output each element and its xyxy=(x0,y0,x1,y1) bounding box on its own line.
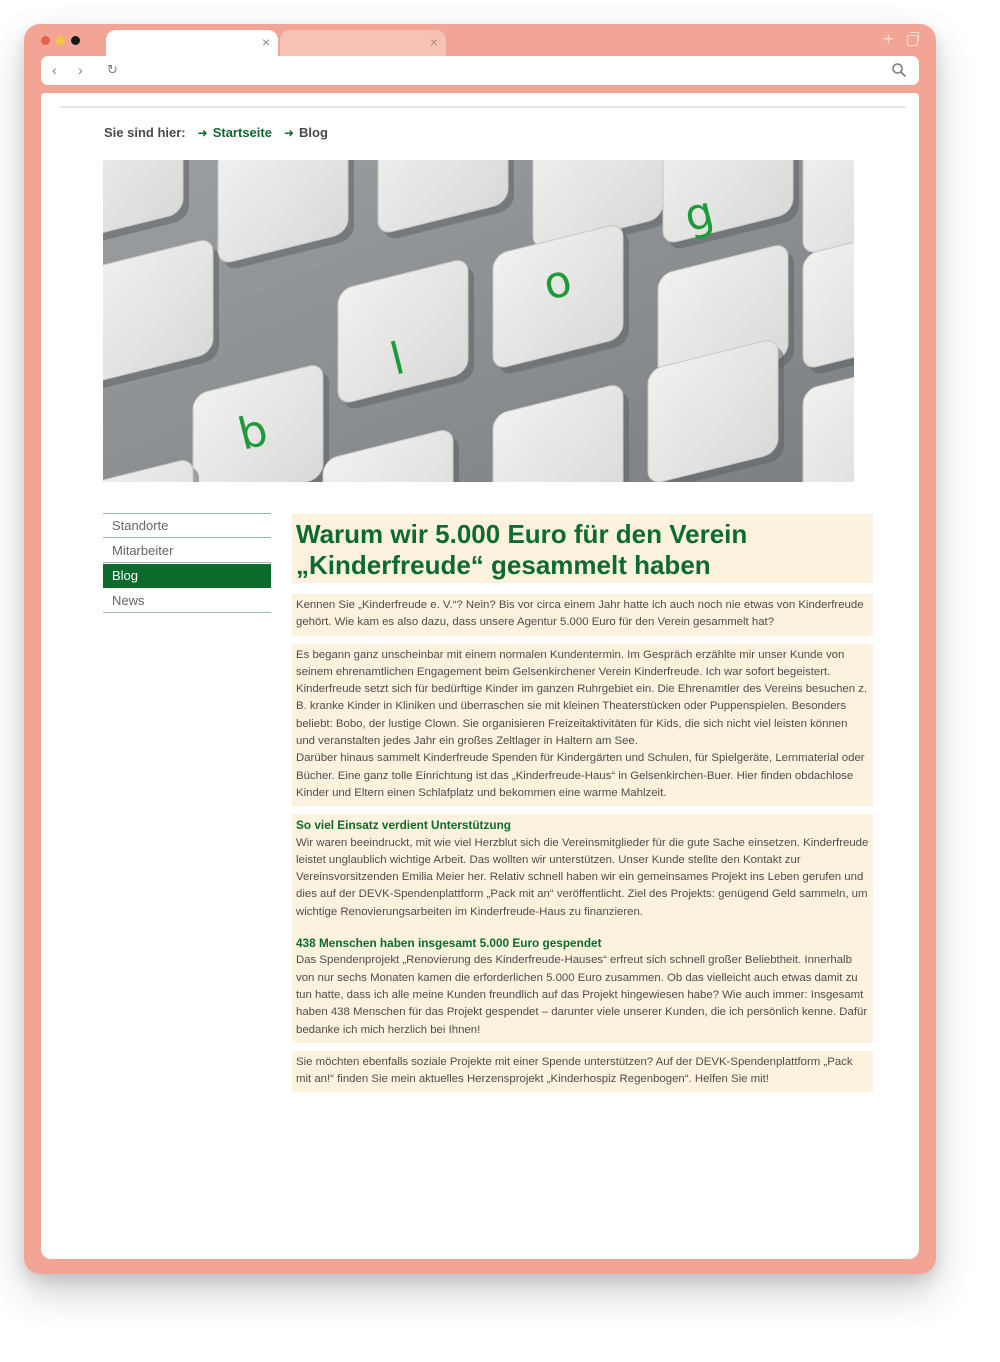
chevron-left-icon[interactable]: ‹ xyxy=(52,62,57,78)
story-paragraph-2: Darüber hinaus sammelt Kinderfreude Spenden für Kindergärten und Schulen, für Spielgeräte, Lernmaterial oder Bücher. Eine ganz tolle Einrichtung ist das „Kinderfreude-Haus“ in Gelsenkirchen-Buer. Hier finden obdachlose Kinder und Eltern einen Schlafplatz und bekommen eine warme Mahlzeit. xyxy=(296,752,865,799)
donations-paragraph: Das Spendenprojekt „Renovierung des Kinderfreude-Hauses“ erfreut sich schnell großer Beliebtheit. Innerhalb von nur sechs Monaten kamen die erforderlichen 5.000 Euro zusammen. Ob das vielleicht auch etwas damit zu tun hatte, dass ich alle meine Kunden freundlich auf das Projekt hingewiesen habe? Wie auch immer: Insgesamt haben 438 Menschen für das Projekt gespendet – darunter viele unserer Kunden, die ich persönlich kenne. Dafür bedanke ich mich herzlich bei Ihnen! xyxy=(296,954,868,1036)
hero-letter-b: b xyxy=(233,404,273,461)
sidebar-item-blog[interactable]: Blog xyxy=(103,564,271,588)
article-title-line-1: Warum wir 5.000 Euro für den Verein xyxy=(296,519,748,549)
breadcrumb-label: Sie sind hier: xyxy=(104,125,186,140)
hero-letter-l: l xyxy=(385,333,410,386)
window-controls xyxy=(41,36,80,45)
breadcrumb-link-startseite[interactable]: Startseite xyxy=(212,125,272,140)
hero-image-keyboard xyxy=(103,160,854,482)
minimize-window-dot[interactable] xyxy=(56,36,65,45)
close-icon[interactable]: × xyxy=(261,34,270,50)
search-icon[interactable] xyxy=(891,62,907,78)
article-title-block xyxy=(292,514,873,583)
page-viewport xyxy=(41,93,919,1259)
reload-icon[interactable]: ↻ xyxy=(107,62,118,77)
arrow-right-icon: ➜ xyxy=(197,125,208,140)
blog-article xyxy=(292,514,873,1100)
browser-tab-inactive[interactable] xyxy=(280,30,446,56)
article-title-line-2: „Kinderfreude“ gesammelt haben xyxy=(296,550,711,580)
browser-tab-active[interactable] xyxy=(106,30,278,56)
chevron-right-icon[interactable]: › xyxy=(78,62,83,78)
sidebar-item-mitarbeiter[interactable]: Mitarbeiter xyxy=(103,539,271,563)
sidebar-item-standorte[interactable]: Standorte xyxy=(103,514,271,538)
new-tab-icon[interactable]: + xyxy=(882,29,894,50)
support-section-block xyxy=(292,814,873,1043)
header-divider xyxy=(60,106,906,108)
sidebar-nav xyxy=(103,513,271,614)
restore-window-icon[interactable] xyxy=(907,35,918,46)
sidebar-item-news[interactable]: News xyxy=(103,589,271,613)
browser-window xyxy=(24,24,936,1274)
outro-paragraph-block xyxy=(292,1051,873,1093)
breadcrumb xyxy=(104,125,328,140)
arrow-right-icon: ➜ xyxy=(283,125,295,140)
close-window-dot[interactable] xyxy=(41,36,50,45)
close-icon[interactable]: × xyxy=(429,34,438,50)
intro-paragraph-block xyxy=(292,594,873,636)
hero-letter-o: o xyxy=(538,254,577,311)
browser-toolbar xyxy=(41,56,919,85)
breadcrumb-current: Blog xyxy=(299,125,328,140)
article-title xyxy=(296,519,869,581)
maximize-window-dot[interactable] xyxy=(71,36,80,45)
hero-letter-g: g xyxy=(679,186,719,243)
support-paragraph: Wir waren beeindruckt, mit wie viel Herzblut sich die Vereinsmitglieder für die gute Sache einsetzen. Kinderfreude leistet unglaublich wichtige Arbeit. Das wollten wir unterstützen. Unser Kunde stellte den Kontakt zur Vereinsvorsitzenden Emilia Meier her. Relativ schnell haben wir ein gemeinsames Projekt ins Leben gerufen und dies auf der DEVK-Spendenplattform „Pack mit an“ veröffentlicht. Ziel des Projekts: genügend Geld sammeln, um wichtige Renovierungsarbeiten im Kinderfreude-Haus zu finanzieren. xyxy=(296,836,869,918)
story-paragraph-block xyxy=(292,644,873,807)
section-heading-support: So viel Einsatz verdient Unterstützung xyxy=(296,818,511,833)
outro-paragraph: Sie möchten ebenfalls soziale Projekte mit einer Spende unterstützen? Auf der DEVK-Spendenplattform „Pack mit an!“ finden Sie mein aktuelles Herzensprojekt „Kinderhospiz Regenbogen“. Helfen Sie mit! xyxy=(296,1055,853,1086)
intro-paragraph: Kennen Sie „Kinderfreude e. V.“? Nein? Bis vor circa einem Jahr hatte ich auch noch nie etwas von Kinderfreude gehört. Wie kam es also dazu, dass unsere Agentur 5.000 Euro für den Verein gesammelt hat? xyxy=(296,599,864,629)
story-paragraph-1: Es begann ganz unscheinbar mit einem normalen Kundentermin. Im Gespräch erzählte mir unser Kunde von seinem ehrenamtlichen Engagement beim Gelsenkirchener Verein Kinderfreude. Ich war sofort begeistert. Kinderfreude setzt sich für bedürftige Kinder im ganzen Ruhrgebiet ein. Die Ehrenamtler des Vereins besuchen z. B. kranke Kinder in Kliniken und überraschen sie mit kleinen Theaterstücken oder Puppenspielen. Besonders beliebt: Bobo, der lustige Clown. Sie organisieren Freizeitaktivitäten für Kids, die sich nicht viel leisten können und veranstalten jedes Jahr ein großes Zeltlager in Haltern am See. xyxy=(296,648,868,748)
section-heading-donations: 438 Menschen haben insgesamt 5.000 Euro gespendet xyxy=(296,936,602,951)
